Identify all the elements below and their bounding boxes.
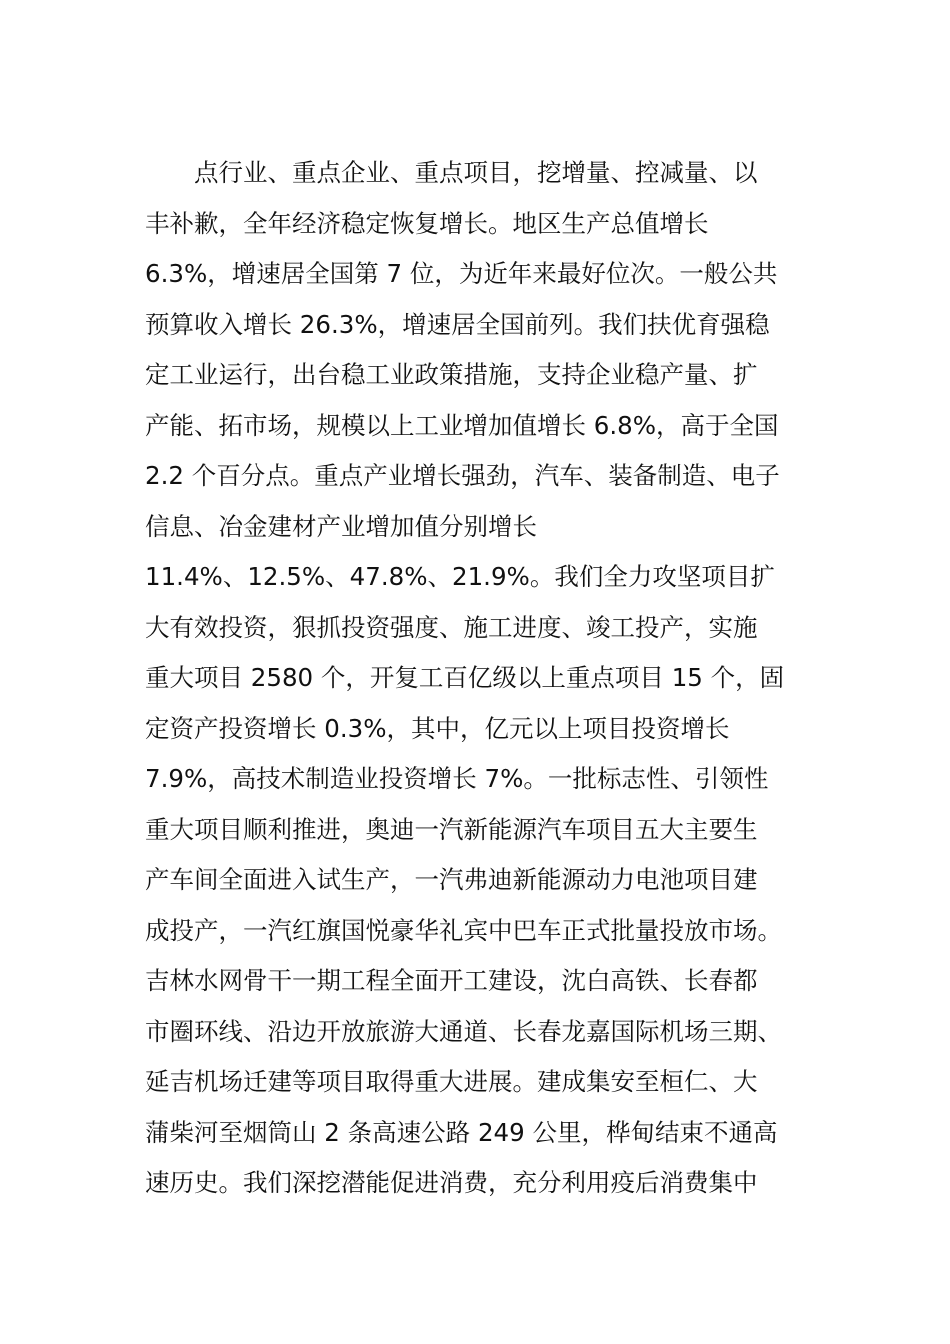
text-line: 重大项目顺利推进，奥迪一汽新能源汽车项目五大主要生 xyxy=(145,814,758,844)
text-line: 2.2 个百分点。重点产业增长强劲，汽车、装备制造、电子 xyxy=(145,461,780,490)
text-line: 延吉机场迁建等项目取得重大进展。建成集安至桓仁、大 xyxy=(145,1067,758,1096)
text-line: 蒲柴河至烟筒山 2 条高速公路 249 公里，桦甸结束不通高 xyxy=(145,1117,778,1147)
text-line: 信息、冶金建材产业增加值分别增长 xyxy=(145,511,537,541)
text-line: 6.3%，增速居全国第 7 位，为近年来最好位次。一般公共 xyxy=(145,259,778,288)
text-line: 产能、拓市场，规模以上工业增加值增长 6.8%，高于全国 xyxy=(145,410,779,440)
text-line: 产车间全面进入试生产，一汽弗迪新能源动力电池项目建 xyxy=(145,865,758,894)
text-line: 点行业、重点企业、重点项目，挖增量、控减量、以 xyxy=(194,158,758,187)
text-line: 定工业运行，出台稳工业政策措施，支持企业稳产量、扩 xyxy=(145,360,758,389)
text-line: 11.4%、12.5%、47.8%、21.9%。我们全力攻坚项目扩 xyxy=(145,562,775,591)
text-line: 丰补歉，全年经济稳定恢复增长。地区生产总值增长 xyxy=(145,208,709,238)
text-line: 吉林水网骨干一期工程全面开工建设，沈白高铁、长春都 xyxy=(145,966,758,995)
text-line: 定资产投资增长 0.3%，其中，亿元以上项目投资增长 xyxy=(145,713,730,743)
text-line: 成投产，一汽红旗国悦豪华礼宾中巴车正式批量投放市场。 xyxy=(145,915,782,945)
text-line: 7.9%，高技术制造业投资增长 7%。一批标志性、引领性 xyxy=(145,764,769,793)
text-line: 大有效投资，狠抓投资强度、施工进度、竣工投产，实施 xyxy=(145,612,758,642)
text-line: 市圈环线、沿边开放旅游大通道、长春龙嘉国际机场三期、 xyxy=(145,1016,782,1046)
body-paragraph xyxy=(145,148,825,1209)
text-line: 重大项目 2580 个，开复工百亿级以上重点项目 15 个，固 xyxy=(145,663,785,692)
text-line: 预算收入增长 26.3%，增速居全国前列。我们扶优育强稳 xyxy=(145,309,770,339)
text-line: 速历史。我们深挖潜能促进消费，充分利用疫后消费集中 xyxy=(145,1168,758,1197)
